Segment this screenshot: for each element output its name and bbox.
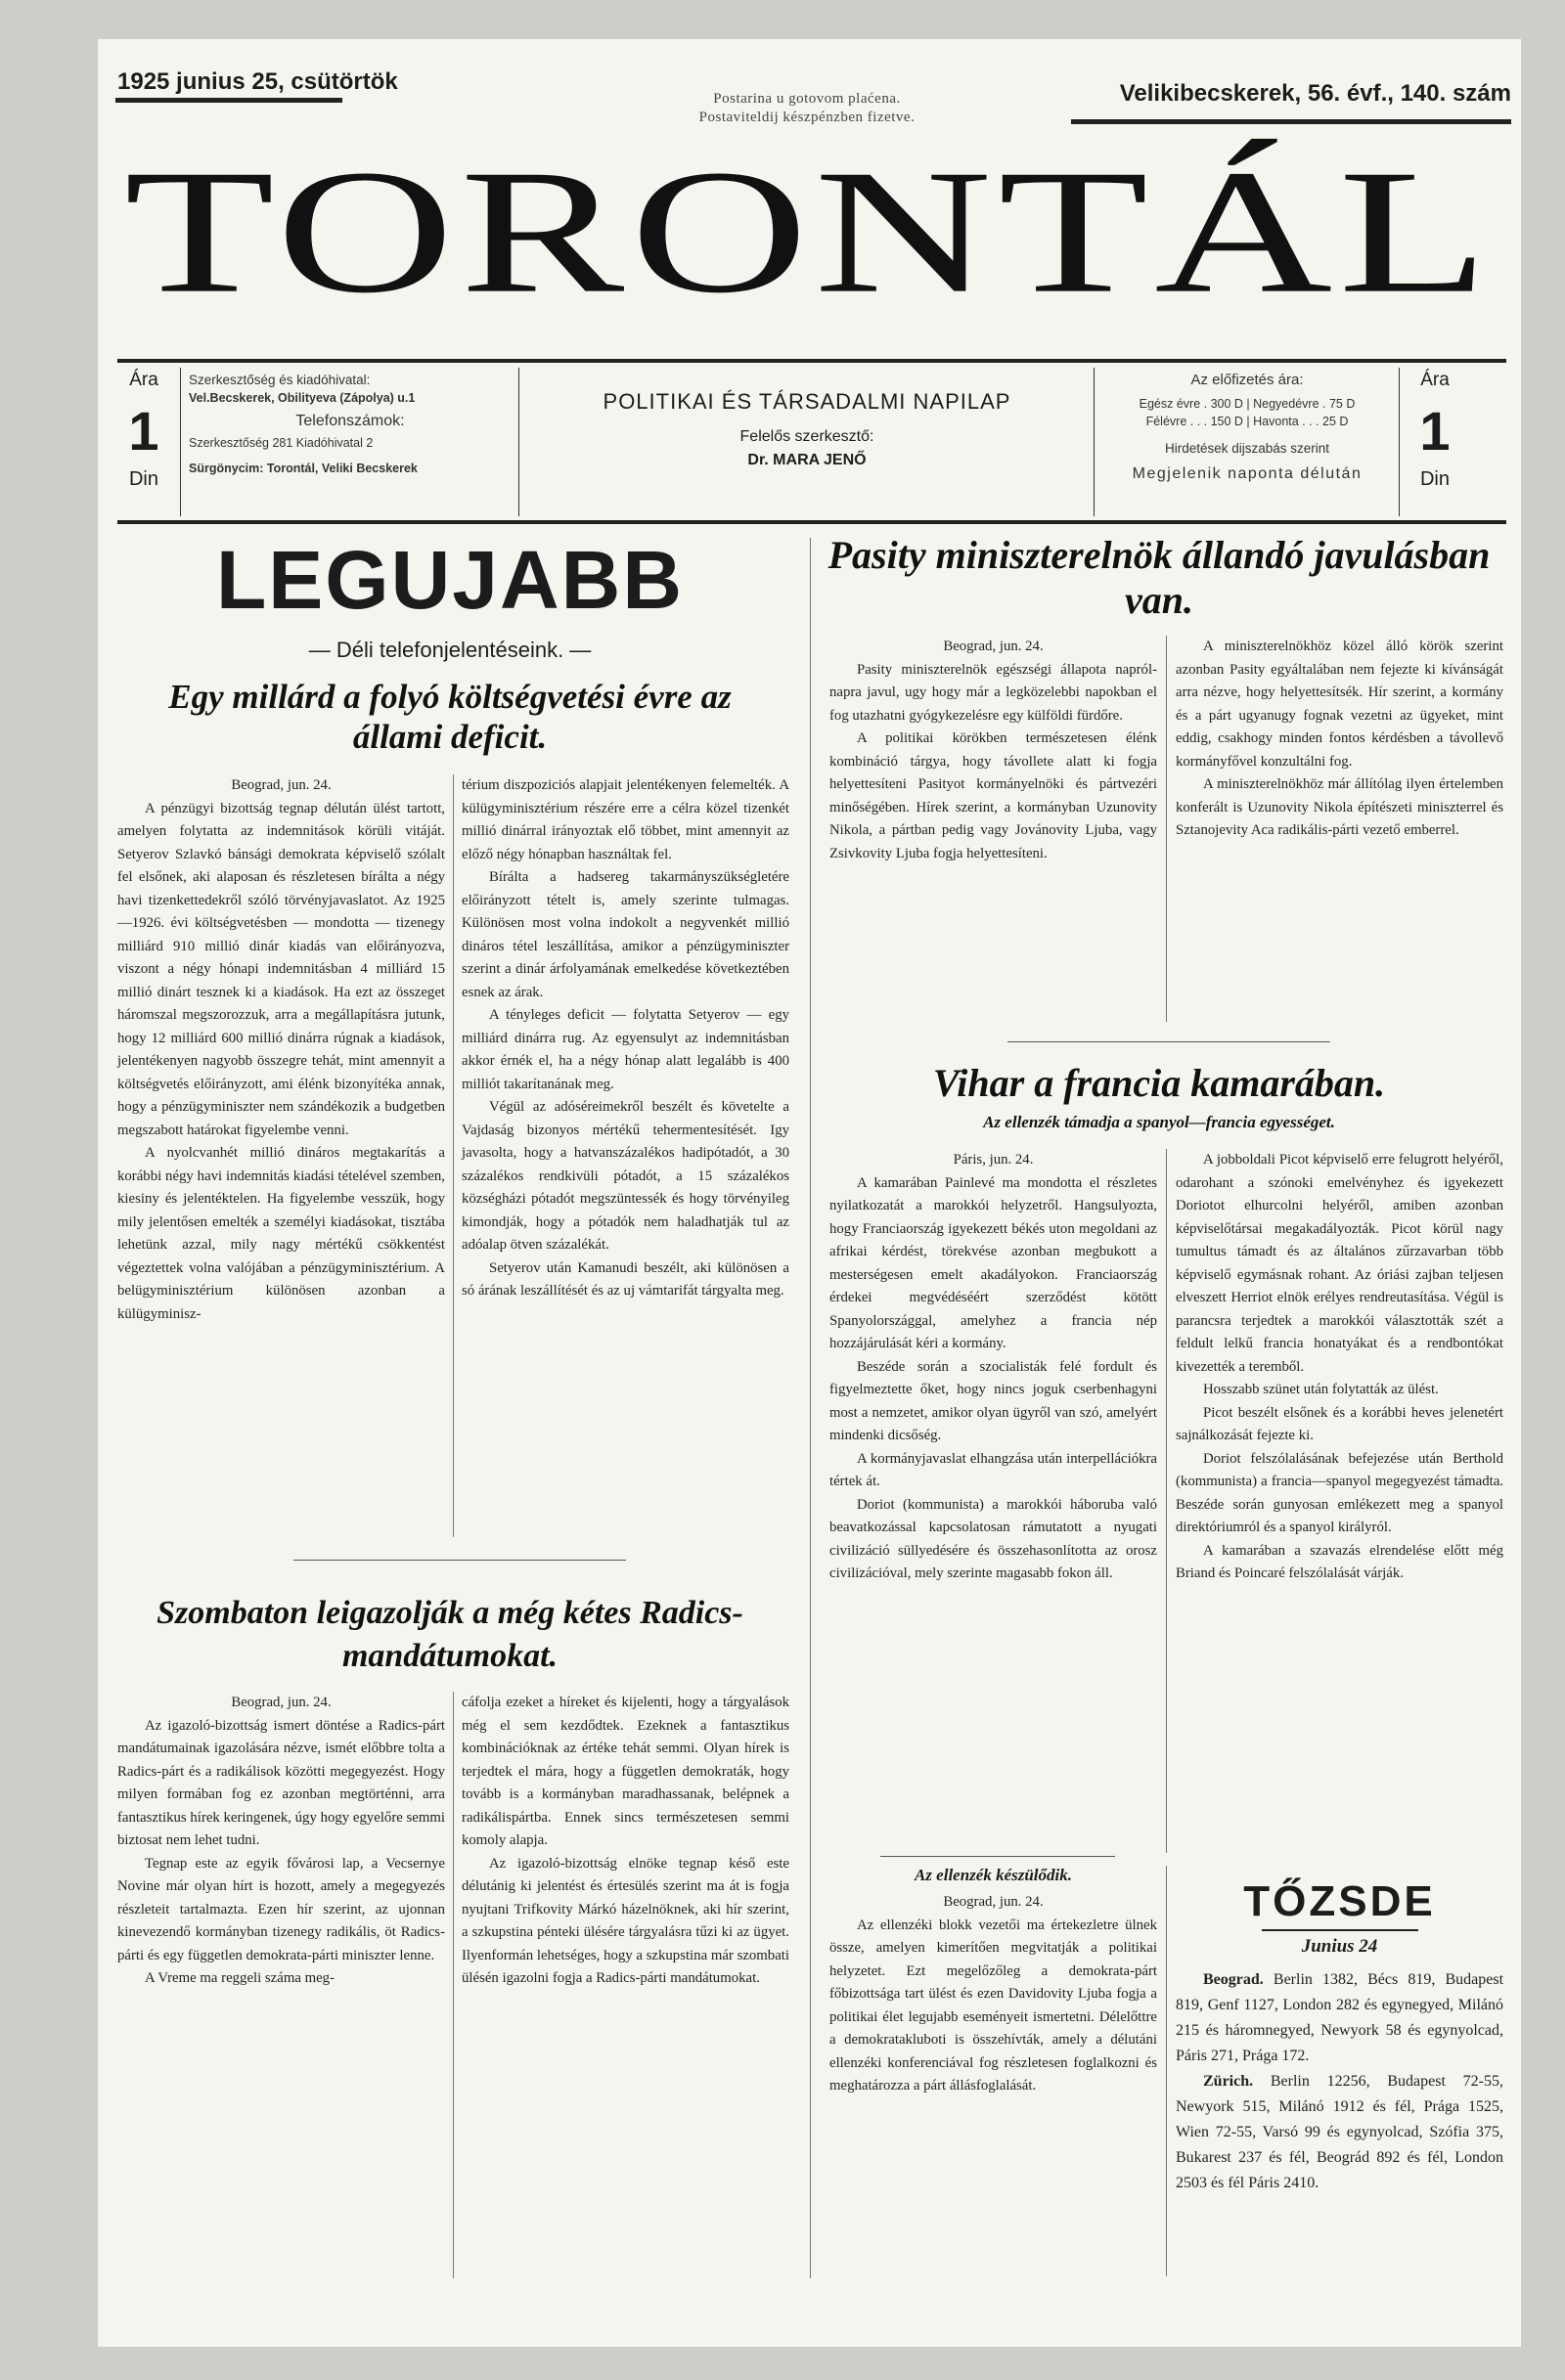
tozsde-underline bbox=[1262, 1929, 1418, 1931]
postal-line-2: Postaviteldij készpénzben fizetve. bbox=[698, 110, 916, 125]
section-divider bbox=[880, 1856, 1115, 1857]
pasity-paragraph: Pasity miniszterelnök egészségi állapota napról-napra javul, ugy hogy már a legközelebbi napokban el fog utazhatni gyógykezelésre egy külföldi fürdőre. bbox=[829, 661, 1157, 724]
deficit-paragraph: Setyerov után Kamanudi beszélt, aki különösen a só árának leszállítését és az uj vámtarifát tárgyalta meg. bbox=[462, 1259, 789, 1299]
price-currency: Din bbox=[128, 468, 158, 490]
deficit-paragraph: Bírálta a hadsereg takarmányszükségletére előirányzott tételt is, amely szerinte tulmagas. Különösen most volna indokolt a negyvenkét millió dináros tétel leszállítása, amikor a pénzügyminiszter szerint a dinár árfolyamának emelkedése következtében esnek az árak. bbox=[462, 869, 789, 1000]
radics-paragraph: Az igazoló-bizottság elnöke tegnap késő este délutánig ki jelentést és értesülés szerint ma át is fogja nyujtani Trifkovity Márkó házelnöknek, aki hír szerint, a szkupstina pénteki ülésére tárgyalásra tűzi ki az ügyet. Ilyenformán lehetséges, hogy a szkupstina már szombati ülésén igazolni fogja a Radics-párti mandátumokat. bbox=[462, 1855, 789, 1986]
vihar-subhead: Az ellenzék támadja a spanyol—francia egyességet. bbox=[983, 1113, 1335, 1131]
strip-divider bbox=[1399, 368, 1400, 516]
vihar-headline: Vihar a francia kamarában. bbox=[932, 1061, 1386, 1105]
pasity-column-rule bbox=[1166, 636, 1167, 1022]
vihar-paragraph: A kormányjavaslat elhangzása után interpellációkra tértek át. bbox=[829, 1450, 1157, 1489]
deficit-article-col-2 bbox=[462, 774, 789, 1303]
radics-column-rule bbox=[453, 1692, 454, 2278]
radics-article-col-1 bbox=[117, 1692, 445, 1991]
vihar-paragraph: Doriot (kommunista) a marokkói háboruba való beavatkozással kapcsolatosan rámutatott a nyugati civilizáció süllyedésére és összehasonlította az orosz civilizációval, mely szerinte magasabb fokon áll. bbox=[829, 1496, 1157, 1581]
radics-dateline: Beograd, jun. 24. bbox=[231, 1695, 332, 1710]
subscription-info bbox=[1101, 372, 1393, 483]
vihar-paragraph: Beszéde során a szocialisták felé fordult és figyelmeztette őket, hogy nincs joguk cserbenhagyni most a nemzetet, amikor olyan ügyről van szó, amelyért mindenki dicsőség. bbox=[829, 1358, 1157, 1443]
masthead-title: TORONTÁL bbox=[123, 132, 1496, 331]
radics-paragraph: cáfolja ezeket a híreket és kijelenti, hogy a tárgyalások még el sem kezdődtek. Ezeknek a fantasztikus kombinációknak az értéke tehát semmi. Olyan hírek is terjedtek el mára, hogy a független demokraták, hogy tovább is a kormányban maradhassanak, belépnek a radikálispártba. Ennek sincs természetesen semmi komoly alapja. bbox=[462, 1695, 789, 1848]
tozsde-title: TŐZSDE bbox=[1243, 1877, 1436, 1925]
ellenzek-headline: Az ellenzék készülődik. bbox=[914, 1866, 1073, 1884]
appears-note: Megjelenik naponta délután bbox=[1132, 465, 1363, 482]
price-label: Ára bbox=[129, 370, 158, 390]
tozsde-beograd-label: Beograd. bbox=[1203, 1971, 1264, 1988]
tozsde-zurich bbox=[1176, 2069, 1503, 2196]
editor-name: Dr. MARA JENŐ bbox=[747, 452, 867, 468]
deficit-paragraph: A nyolcvanhét millió dináros megtakarítás a korábbi négy havi indemnitás kiadási tételével szemben, kiesiny és jelentéktelen. Ha figyelembe vesszük, hogy mily jelentősen emelték a személyi kiadásokat, tisztába lehetünk azzal, mily nagy mértékű csökkentést végeztettek volna valójában a pénzügyminisztérium. A belügyminisztérium különösen azonban a külügyminisz- bbox=[117, 1145, 445, 1322]
deficit-headline: Egy millárd a folyó költségvetési évre az állami deficit. bbox=[168, 678, 732, 756]
deficit-paragraph: térium diszpoziciós alapjait jelentékenyen felemelték. A külügyminisztérium részére erre a célra közel tizenkét millió dinárral irányoztak elő többet, mint amennyit az előző négy hónapban használtak fel. bbox=[462, 777, 789, 862]
pasity-paragraph: A miniszterelnökhöz már állítólag ilyen értelemben konferált is Uzunovity Nikola építészeti miniszterrel és Sztanojevity Aca radikális-párti vezető emberrel. bbox=[1176, 776, 1503, 838]
tozsde-quotes bbox=[1176, 1967, 1503, 2196]
subscription-line-1: Egész évre . 300 D | Negyedévre . 75 D bbox=[1139, 397, 1356, 411]
issue-date: 1925 junius 25, csütörtök bbox=[117, 68, 398, 95]
postal-line-1: Postarina u gotovom plaćena. bbox=[713, 91, 901, 107]
office-line-2: Vel.Becskerek, Obilityeva (Zápolya) u.1 bbox=[189, 391, 416, 405]
pasity-article-col-2 bbox=[1176, 636, 1503, 843]
pasity-article-col-1 bbox=[829, 636, 1157, 865]
vihar-paragraph: Doriot felszólalásának befejezése után Berthold (kommunista) a francia—spanyol megegyezést támadta. Beszéde során gunyosan emlékezett meg a spanyol direktóriumról és a spanyol királyról. bbox=[1176, 1450, 1503, 1535]
price-box-right bbox=[1408, 370, 1467, 516]
radics-headline: Szombaton leigazolják a még kétes Radics-mandátumokat. bbox=[156, 1595, 743, 1674]
pasity-headline: Pasity miniszterelnök állandó javulásban van. bbox=[827, 533, 1491, 622]
ellenzek-dateline: Beograd, jun. 24. bbox=[943, 1894, 1044, 1910]
deficit-paragraph: A pénzügyi bizottság tegnap délután ülést tartott, amelyen folytatta az indemnitások körüli vitáját. Setyerov Szlavkó bánsági demokrata képviselő szólalt fel elsőnek, aki alaposan és részletesen bírálta a négy havi tizenkettedekről szóló törvényjavaslatot. Az 1925—1926. évi költségvetésben — mondotta — tizenegy milliárd 910 millió dinár kiadás van előirányozva, viszont a négy hónapi indemnitásban 4 milliárd 15 millió dinárt tesznek ki a kiadások. Ha ezt az összeget háromszal megszorozzuk, arra a megállapításra jutunk, hogy 12 milliárd 600 millió dinárra rúgnak a kiadások, jelentékenyen nagyobb összegre tehát, mint amennyit a költségvetés előirányzott, ami élénk bizonyítéka annak, hogy a pénzügyminiszter nem szándékozik a budgetben megszabott határokat figyelembe venni. bbox=[117, 800, 445, 1138]
vihar-article-col-1 bbox=[829, 1149, 1157, 1586]
office-line-1: Szerkesztőség és kiadóhivatal: bbox=[189, 373, 371, 387]
vihar-paragraph: A jobboldali Picot képviselő erre felugrott helyéről, odarohant a szónoki emelvényhez és igyekezett Doriotot elhurcolni helyéről, amiben azonban képviselőtársai megakadályozták. Picot körül nagy tumultus támadt és az általános zűrzavarban több képviselő egymásnak rohant. Az óriási zajban teljesen elveszett Herriot elnök erélyes rendreutasítása. Végül is parancsra terjedtek a marokkói választották szét a feldult lelkű francia honatyákat és a rendbontókat kivezették a teremből. bbox=[1176, 1152, 1503, 1375]
postal-notice bbox=[641, 90, 973, 127]
deficit-article-col-1 bbox=[117, 774, 445, 1326]
ads-note: Hirdetések dijszabás szerint bbox=[1164, 441, 1330, 456]
subscription-line-2: Félévre . . . 150 D | Havonta . . . 25 D bbox=[1145, 415, 1349, 428]
pasity-dateline: Beograd, jun. 24. bbox=[943, 639, 1044, 654]
tozsde-zurich-label: Zürich. bbox=[1203, 2073, 1254, 2090]
strip-bottom-rule bbox=[117, 520, 1506, 524]
section-divider bbox=[293, 1560, 626, 1561]
vihar-column-rule bbox=[1166, 1149, 1167, 1853]
vihar-paragraph: A kamarában Painlevé ma mondotta el részletes nyilatkozatát a marokkói helyzetről. Hangsulyozta, hogy Franciaország igyekezett békés uton megoldani az afrikai kérdést, törekvése azonban megbukott a mesterségesen emelt akadályokon. Franciaország érdekei megvédéséért szerződést kötött Spanyolországgal, amelyhez a francia nép hozzájárulását kéri a kormány. bbox=[829, 1174, 1157, 1351]
ellenzek-article bbox=[829, 1891, 1157, 2098]
tozsde-beograd bbox=[1176, 1967, 1503, 2069]
masthead-rule bbox=[117, 359, 1506, 363]
radics-paragraph: Az igazoló-bizottság ismert döntése a Radics-párt mandátumainak igazolására nézve, ismét előbbre tolta a Radics-párt és a radikálisok közötti megegyezést. Hogy milyen formában fog ez azonban megtörténni, arra fantasztikus hírek keringenek, úgy hogy egyelőre semmi biztosat nem lehet tudni. bbox=[117, 1717, 445, 1848]
price-box-left bbox=[117, 370, 176, 516]
tozsde-beograd-rates: Berlin 1382, Bécs 819, Budapest 819, Genf 1127, London 282 és egynegyed, Milánó 215 és háromnegyed, Newyork 58 és egynyolcad, Páris 271, Prága 172. bbox=[1176, 1971, 1504, 2064]
price-currency: Din bbox=[1419, 468, 1450, 490]
strip-divider bbox=[1094, 368, 1095, 516]
tozsde-date: Junius 24 bbox=[1301, 1936, 1378, 1957]
vihar-paragraph: A kamarában a szavazás elrendelése előtt még Briand és Poincaré felszólalását várják. bbox=[1176, 1542, 1503, 1581]
strip-divider bbox=[180, 368, 181, 516]
subscription-title: Az előfizetés ára: bbox=[1190, 372, 1304, 388]
vihar-paragraph: Hosszabb szünet után folytatták az ülést. bbox=[1203, 1382, 1439, 1397]
paper-info bbox=[528, 372, 1086, 469]
ellenzek-paragraph: Az ellenzéki blokk vezetői ma értekezletre ülnek össze, amelyen kimerítően megvitatják a politikai helyzetet. Ezt megelőzőleg a demokrata-párt főbizottsága tart ülést és ezen Davidovity Ljuba fogja a politikai élet legujabb eseményeit ismertetni. Délelőttre a demokratakluboti is összehívták, amely a délutáni ellenzéki konferenciával fog részletesen foglalkozni és meghatározza a párt állásfoglalását. bbox=[829, 1917, 1157, 2094]
phones-title: Telefonszámok: bbox=[295, 413, 405, 429]
tozsde-zurich-rates: Berlin 12256, Budapest 72-55, Newyork 515, Milánó 1912 és fél, Prága 1525, Wien 72-55, Varsó 99 és egynyolcad, Szófia 375, Bukarest 237 és fél, Beográd 892 és fél, London 2503 és fél Páris 2410. bbox=[1176, 2073, 1503, 2191]
radics-paragraph: A Vreme ma reggeli száma meg- bbox=[145, 1970, 335, 1986]
telegram-address: Sürgönycim: Torontál, Veliki Becskerek bbox=[189, 462, 418, 475]
price-value: 1 bbox=[128, 400, 159, 462]
vihar-dateline: Páris, jun. 24. bbox=[953, 1152, 1034, 1168]
legujabb-subtitle: — Déli telefonjelentéseink. — bbox=[308, 638, 592, 662]
deficit-column-rule bbox=[453, 774, 454, 1537]
section-divider bbox=[1007, 1041, 1330, 1042]
column-rule bbox=[810, 538, 811, 2278]
deficit-paragraph: Végül az adóséreimekről beszélt és követelte a Vajdaság bizonyos mértékű tehermentesítését. Igy javasolta, hogy a hatvanszázalékos hadipótadót, a 30 százalékos rendkivüli pótadót, a 15 százalékos községházi pótadót megszüntessék és hogy törvényileg kimondják, hogy a pótadók nem haladhatják tul az adóalap ötven százalékát. bbox=[462, 1099, 789, 1253]
date-underline bbox=[115, 98, 342, 103]
strip-divider bbox=[518, 368, 519, 516]
price-value: 1 bbox=[1419, 400, 1451, 462]
issue-underline bbox=[1071, 119, 1511, 124]
office-info bbox=[189, 372, 512, 477]
vihar-article-col-2 bbox=[1176, 1149, 1503, 1586]
phones-line: Szerkesztőség 281 Kiadóhivatal 2 bbox=[189, 436, 374, 450]
radics-paragraph: Tegnap este az egyik fővárosi lap, a Vecsernye Novine már olyan hírt is hozott, amely a megegyezés részleteit tartalmazta. Ezen hír szerint, az ujonnan kinevezendő kormányban tizenegy radikális, öt Radics-párti és egy független demokrata-párti miniszter lenne. bbox=[117, 1855, 445, 1963]
tozsde-column-rule bbox=[1166, 1866, 1167, 2276]
deficit-dateline: Beograd, jun. 24. bbox=[231, 777, 332, 793]
issue-number: Velikibecskerek, 56. évf., 140. szám bbox=[1119, 80, 1511, 107]
legujabb-title: LEGUJABB bbox=[215, 534, 685, 626]
price-label: Ára bbox=[1420, 370, 1450, 390]
deficit-paragraph: A tényleges deficit — folytatta Setyerov — egy milliárd dinárra rug. Az egyensulyt az indemnitásban akkor érnék el, ha a négy hónap alatt legalább is 400 milliót takarítanának meg. bbox=[462, 1007, 789, 1092]
radics-article-col-2 bbox=[462, 1692, 789, 1991]
editor-label: Felelős szerkesztő: bbox=[739, 428, 874, 445]
pasity-paragraph: A politikai körökben természetesen élénk kombináció tárgya, hogy távollete alatt ki fogja helyettesíteni Pasityot kormányelnöki és pártvezéri minőségében. Hírek szerint, a kormányban Uzunovity Nikola, a pártban pedig vagy Jovánovity Ljuba, vagy Zsivkovity Ljuba fogja helyettesíteni. bbox=[829, 730, 1157, 861]
paper-type: POLITIKAI ÉS TÁRSADALMI NAPILAP bbox=[603, 389, 1011, 414]
vihar-paragraph: Picot beszélt elsőnek és a korábbi heves jelenetért sajnálkozását fejezte ki. bbox=[1176, 1404, 1503, 1443]
pasity-paragraph: A miniszterelnökhöz közel álló körök szerint azonban Pasity egyáltalában nem fejezte ki kívánságát arra nézve, hogy helyettesítsék. Hír szerint, a kormány és a párt ugyanugy fognak vezetni az ügyeket, mint eddig, csakhogy minden fontos kérdésben a távollevő kormányfővel konzultálni fog. bbox=[1176, 639, 1503, 770]
newspaper-page bbox=[98, 39, 1521, 2347]
